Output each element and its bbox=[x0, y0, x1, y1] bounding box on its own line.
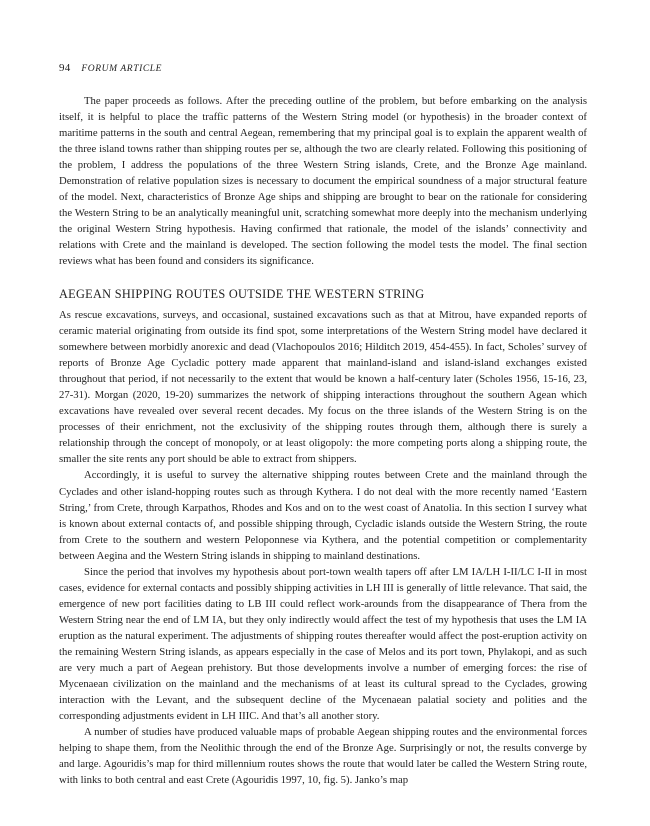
section-label: FORUM ARTICLE bbox=[81, 64, 163, 74]
running-header bbox=[59, 62, 162, 74]
body-paragraph-3: Since the period that involves my hypothesis about port-town wealth tapers off after LM IA/LH I-II/LC I-II in most cases, evidence for external contacts and possibly shipping activities in LH III is generally of little relevance. That said, the emergence of new port facilities dating to LB III could reflect work-arounds from the disappearance of Thera from the Western String near the end of LM IA, but they only indirectly would affect the test of my hypothesis that uses the LM IA eruption as the natural experiment. The adjustments of shipping routes thereafter would affect the post-eruption activity on the remaining Western String islands, as appears especially in the case of Melos and its port town, Phylakopi, and as such are very much a part of Aegean prehistory. But those developments involve a number of emerging forces: the rise of Mycenaean civilization on the mainland and the mechanisms of at least its cultural spread to the Cyclades, growing interaction with the Levant, and the subsequent decline of the Mycenaean palatial society and polities and the corresponding adjustments evident in LH IIIC. And that’s all another story. bbox=[59, 565, 587, 723]
body-paragraph-1: As rescue excavations, surveys, and occasional, sustained excavations such as that at Mitrou, have expanded reports of ceramic material originating from outside its find spot, some interpretations of the Western String model have declared it somewhere between morbidly anorexic and dead (Vlachopoulos 2016; Hilditch 2019, 454-455). In fact, Scholes’ survey of reports of Bronze Age Cycladic pottery made apparent that mainland-island and island-island exchanges existed throughout that period, if not necessarily to the extent that would be known a half-century later (Scholes 1956, 15-16, 23, 27-31). Morgan (2020, 19-20) summarizes the network of shipping interactions throughout the southern Agean which excavations have revealed over several recent decades. My focus on the three islands of the Western String is on the processes of their enrichment, not the exclusivity of the shipping routes through them, although there is surely a relationship through the concept of monopoly, or at least oligopoly: the more competing ports along a shipping route, the smaller the site rents any port should be able to extract from shippers. bbox=[59, 309, 587, 466]
body-paragraph-4: A number of studies have produced valuable maps of probable Aegean shipping routes and the environmental forces helping to shape them, from the Neolithic through the end of the Bronze Age. Surprisingly or not, the results converge by and large. Agouridis’s map for third millennium routes shows the route that would later be called the Western String route, with links to both central and east Crete (Agouridis 1997, 10, fig. 5). Janko’s map bbox=[59, 726, 587, 787]
section-body bbox=[59, 307, 587, 788]
intro-paragraph: The paper proceeds as follows. After the preceding outline of the problem, but before embarking on the analysis itself, it is helpful to place the traffic patterns of the Western String model (or hypothesis) in the broader context of maritime patterns in the south and central Aegean, remembering that my principal goal is to explain the apparent wealth of the three island towns rather than shipping routes per se, although the two are clearly related. Following this positioning of the problem, I address the populations of the three Western String islands, Crete, and the Bronze Age mainland. Demonstration of relative population sizes is necessary to document the empirical soundness of a major structural feature of the model. Next, characteristics of Bronze Age ships and shipping are brought to bear on the rationale for considering the Western String to be an analytically meaningful unit, scratching somewhat more deeply into the mechanism underlying the original Western String hypothesis. Having confirmed that rationale, the model of the islands’ connectivity and relations with Crete and the mainland is developed. The section following the model tests the model. The final section reviews what has been found and considers its significance. bbox=[59, 95, 587, 268]
page-number: 94 bbox=[59, 62, 71, 74]
body-paragraph-2: Accordingly, it is useful to survey the alternative shipping routes between Crete and the mainland through the Cyclades and other island-hopping routes such as through Kythera. I do not deal with the more recently named ‘Eastern String,’ from Crete, through Karpathos, Rhodes and Kos and on to the west coast of Anatolia. In this section I survey what is known about external contacts of, and possible shipping through, Cycladic islands outside the Western String, the route from Crete to the southern and western Peloponnese via Kythera, and the potential competition or complementarity between Aegina and the Western String islands in shipping to mainland destinations. bbox=[59, 469, 587, 562]
intro-block bbox=[59, 93, 587, 270]
section-heading: AEGEAN SHIPPING ROUTES OUTSIDE THE WESTERN STRING bbox=[59, 287, 425, 301]
